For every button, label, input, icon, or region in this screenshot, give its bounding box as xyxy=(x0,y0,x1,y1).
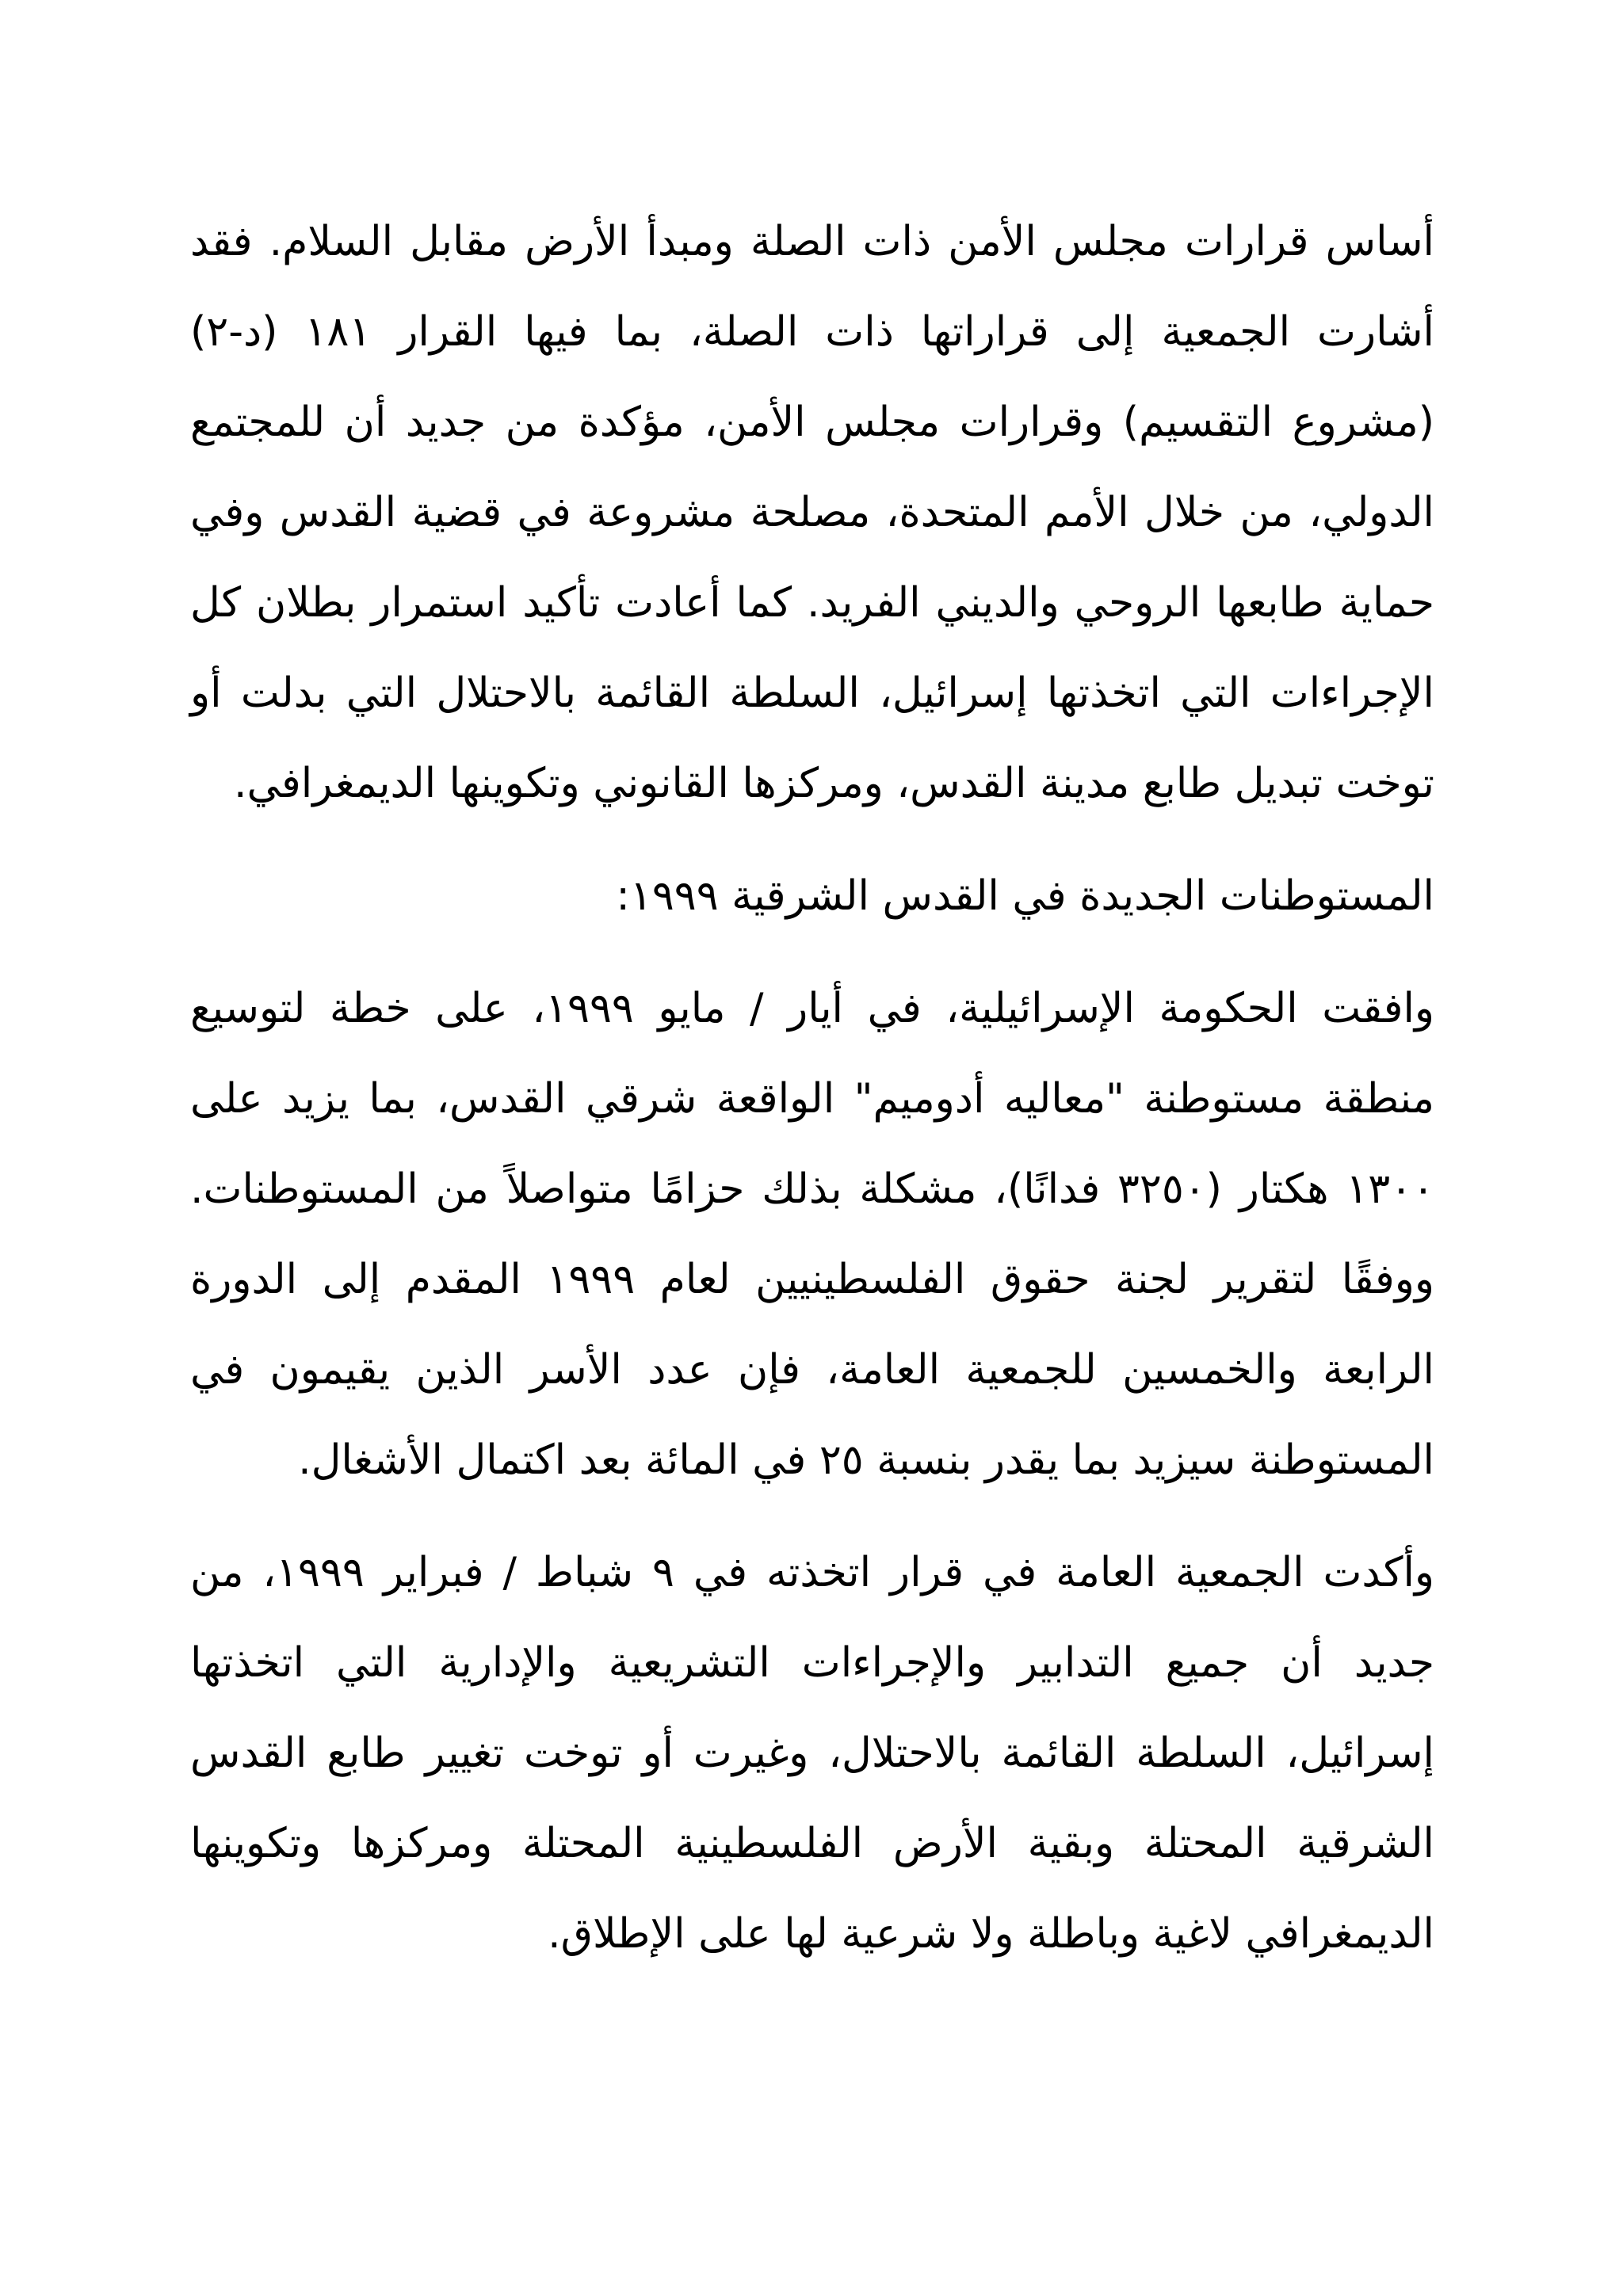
paragraph-general-assembly-resolution: وأكدت الجمعية العامة في قرار اتخذته في ٩ شباط / فبراير ١٩٩٩، من جديد أن جميع التدابير والإجراءات التشريعية والإدارية التي اتخذتها إسرائيل، السلطة القائمة بالاحتلال، وغيرت أو توخت تغيير طابع القدس الشرقية المحتلة وبقية الأرض الفلسطينية المحتلة ومركزها وتكوينها الديمغرافي لاغية وباطلة ولا شرعية لها على الإطلاق. xyxy=(190,1549,1435,1958)
paragraph-security-council-resolutions: أساس قرارات مجلس الأمن ذات الصلة ومبدأ الأرض مقابل السلام. فقد أشارت الجمعية إلى قراراتها ذات الصلة، بما فيها القرار ١٨١ (د-٢) (مشروع التقسيم) وقرارات مجلس الأمن، مؤكدة من جديد أن للمجتمع الدولي، من خلال الأمم المتحدة، مصلحة مشروعة في قضية القدس وفي حماية طابعها الروحي والديني الفريد. كما أعادت تأكيد استمرار بطلان كل الإجراءات التي اتخذتها إسرائيل، السلطة القائمة بالاحتلال التي بدلت أو توخت تبديل طابع مدينة القدس، ومركزها القانوني وتكوينها الديمغرافي. xyxy=(190,218,1434,807)
paragraph-maale-adumim: وافقت الحكومة الإسرائيلية، في أيار / مايو ١٩٩٩، على خطة لتوسيع منطقة مستوطنة "معاليه أدوميم" الواقعة شرقي القدس، بما يزيد على ١٣٠٠ هكتار (٣٢٥٠ فدانًا)، مشكلة بذلك حزامًا متواصلاً من المستوطنات. ووفقًا لتقرير لجنة حقوق الفلسطينيين لعام ١٩٩٩ المقدم إلى الدورة الرابعة والخمسين للجمعية العامة، فإن عدد الأسر الذين يقيمون في المستوطنة سيزيد بما يقدر بنسبة ٢٥ في المائة بعد اكتمال الأشغال. xyxy=(190,985,1434,1484)
section-heading-new-settlements: المستوطنات الجديدة في القدس الشرقية ١٩٩٩: xyxy=(616,872,1434,920)
